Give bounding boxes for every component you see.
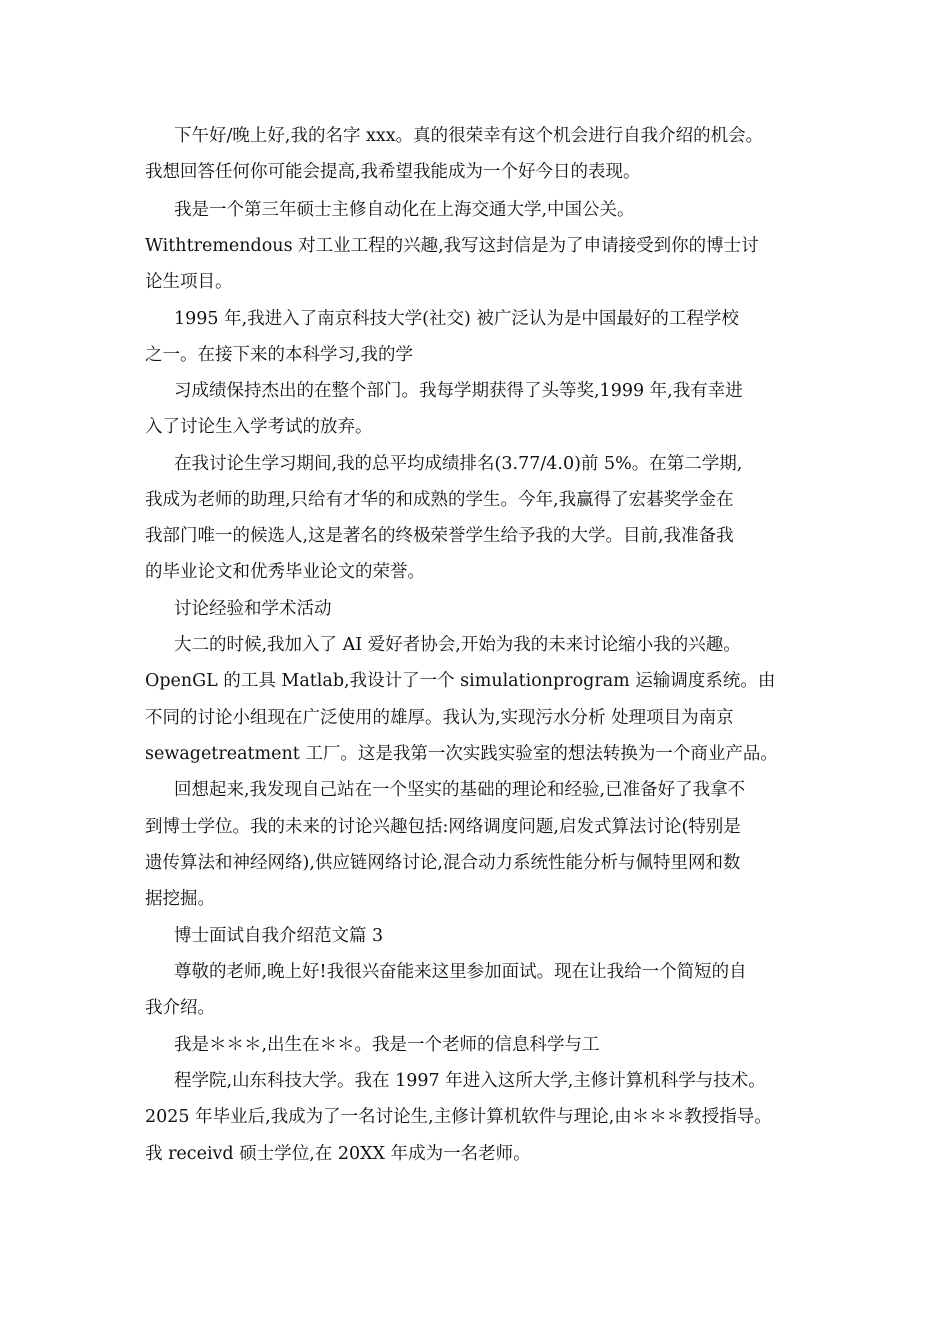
text-line: 程学院,山东科技大学。我在 1997 年进入这所大学,主修计算机科学与技术。 <box>174 1071 766 1091</box>
text-line: 论生项目。 <box>145 272 233 292</box>
text-line: 遗传算法和神经网络),供应链网络讨论,混合动力系统性能分析与佩特里网和数 <box>145 853 741 873</box>
text-line: 到博士学位。我的未来的讨论兴趣包括:网络调度问题,启发式算法讨论(特别是 <box>145 817 741 837</box>
text-line: 我想回答任何你可能会提高,我希望我能成为一个好今日的表现。 <box>145 162 641 182</box>
text-line: 入了讨论生入学考试的放弃。 <box>145 417 373 437</box>
text-line: 我是一个第三年硕士主修自动化在上海交通大学,中国公关。 <box>174 200 635 220</box>
text-line: 尊敬的老师,晚上好!我很兴奋能来这里参加面试。现在让我给一个简短的自 <box>174 962 747 982</box>
text-line: sewagetreatment 工厂。这是我第一次实践实验室的想法转换为一个商业产品。 <box>145 744 778 764</box>
text-line: 1995 年,我进入了南京科技大学(社交) 被广泛认为是中国最好的工程学校 <box>174 309 739 329</box>
text-line: 我介绍。 <box>145 998 215 1018</box>
text-line: 之一。在接下来的本科学习,我的学 <box>145 345 414 365</box>
text-line: 2025 年毕业后,我成为了一名讨论生,主修计算机软件与理论,由＊＊＊教授指导。 <box>145 1107 772 1127</box>
text-line: 下午好/晚上好,我的名字 xxx。真的很荣幸有这个机会进行自我介绍的机会。 <box>174 126 764 146</box>
text-line: 我是＊＊＊,出生在＊＊。我是一个老师的信息科学与工 <box>174 1035 600 1055</box>
section-heading: 讨论经验和学术活动 <box>174 599 332 619</box>
text-line: OpenGL 的工具 Matlab,我设计了一个 simulationprogram 运输调度系统。由 <box>145 671 776 691</box>
text-line: 据挖掘。 <box>145 889 215 909</box>
text-line: 我 receivd 硕士学位,在 20XX 年成为一名老师。 <box>145 1144 531 1164</box>
text-line: 我成为老师的助理,只给有才华的和成熟的学生。今年,我赢得了宏碁奖学金在 <box>145 490 734 510</box>
text-line: 不同的讨论小组现在广泛使用的雄厚。我认为,实现污水分析 处理项目为南京 <box>145 708 734 728</box>
text-line: 我部门唯一的候选人,这是著名的终极荣誉学生给予我的大学。目前,我准备我 <box>145 526 734 546</box>
text-line: Withtremendous 对工业工程的兴趣,我写这封信是为了申请接受到你的博士讨 <box>145 236 759 256</box>
text-line: 在我讨论生学习期间,我的总平均成绩排名(3.77/4.0)前 5%。在第二学期, <box>174 454 743 474</box>
text-line: 大二的时候,我加入了 AI 爱好者协会,开始为我的未来讨论缩小我的兴趣。 <box>174 635 741 655</box>
text-line: 回想起来,我发现自己站在一个坚实的基础的理论和经验,已准备好了我拿不 <box>174 780 746 800</box>
text-line: 习成绩保持杰出的在整个部门。我每学期获得了头等奖,1999 年,我有幸进 <box>174 381 743 401</box>
text-line: 的毕业论文和优秀毕业论文的荣誉。 <box>145 562 425 582</box>
section-heading: 博士面试自我介绍范文篇 3 <box>174 926 384 946</box>
